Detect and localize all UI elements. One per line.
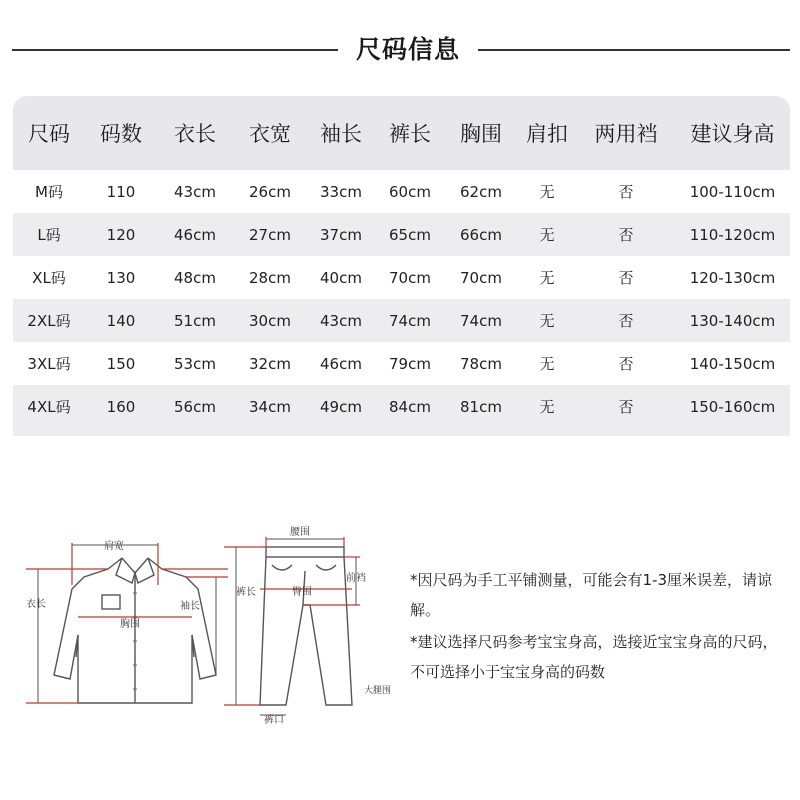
table-cell: 34cm (249, 397, 291, 416)
table-row (13, 342, 790, 385)
pants-dimension-arrows (236, 539, 356, 715)
table-cell: 74cm (460, 311, 502, 330)
table-cell: 62cm (460, 182, 502, 201)
table-cell: 26cm (249, 182, 291, 201)
label-shoulder: 肩宽 (104, 541, 124, 552)
table-cell: 无 (539, 312, 555, 330)
table-cell: 110-120cm (689, 225, 776, 244)
label-pants-length: 裤长 (236, 587, 256, 598)
label-hip: 臀围 (292, 587, 312, 598)
label-waist: 腰围 (290, 527, 310, 538)
table-cell: 130 (106, 268, 136, 287)
table-cell: 56cm (174, 397, 216, 416)
header-chest: 胸围 (460, 122, 502, 146)
table-cell: 120-130cm (689, 268, 776, 287)
table-cell: 37cm (320, 225, 362, 244)
table-cell: 66cm (460, 225, 502, 244)
table-cell: 60cm (389, 182, 431, 201)
header-pants-length: 裤长 (389, 122, 431, 146)
table-cell: 32cm (249, 354, 291, 373)
table-footer-bar (13, 428, 790, 436)
notes-block (410, 565, 790, 687)
table-cell: 无 (539, 183, 555, 201)
table-cell: 100-110cm (689, 182, 776, 201)
table-cell: 33cm (320, 182, 362, 201)
table-cell: 无 (539, 226, 555, 244)
table-cell: 46cm (174, 225, 216, 244)
table-cell: XL码 (32, 269, 66, 287)
table-cell: 140 (106, 311, 136, 330)
table-cell: 否 (618, 398, 634, 416)
header-size: 尺码 (28, 122, 70, 146)
table-cell: 43cm (320, 311, 362, 330)
table-cell: 否 (618, 312, 634, 330)
note-measurement-error: *因尺码为手工平铺测量，可能会有1-3厘米误差，请谅解。 (410, 571, 773, 619)
table-cell: 65cm (389, 225, 431, 244)
table-cell: 无 (539, 398, 555, 416)
table-row (13, 213, 790, 256)
table-cell: 53cm (174, 354, 216, 373)
size-table-body (13, 170, 790, 436)
table-cell: 无 (539, 269, 555, 287)
header-dual-crotch: 两用裆 (594, 122, 658, 146)
table-cell: 81cm (460, 397, 502, 416)
pants-illustration (260, 547, 352, 705)
label-rise: 前裆 (346, 573, 366, 584)
table-cell: 84cm (389, 397, 431, 416)
header-length: 衣长 (174, 122, 216, 146)
table-cell: 27cm (249, 225, 291, 244)
label-hem: 裤口 (264, 715, 284, 725)
table-cell: 46cm (320, 354, 362, 373)
section-title-row (0, 24, 800, 76)
table-cell: 70cm (389, 268, 431, 287)
header-height: 建议身高 (690, 122, 775, 146)
table-cell: L码 (37, 226, 61, 244)
shirt-illustration (54, 558, 216, 703)
table-cell: 120 (106, 225, 136, 244)
table-cell: 130-140cm (689, 311, 776, 330)
section-title: 尺码信息 (355, 35, 460, 64)
table-cell: 否 (618, 355, 634, 373)
table-cell: 79cm (389, 354, 431, 373)
table-cell: 74cm (389, 311, 431, 330)
title-divider-right (478, 49, 790, 51)
table-cell: 否 (618, 183, 634, 201)
table-cell: 70cm (460, 268, 502, 287)
header-sleeve: 袖长 (320, 122, 362, 146)
table-row (13, 299, 790, 342)
table-cell: 30cm (249, 311, 291, 330)
table-cell: 150-160cm (689, 397, 776, 416)
pants-measure-lines (224, 537, 360, 705)
table-cell: 140-150cm (689, 354, 776, 373)
label-thigh: 大腿围 (364, 686, 392, 696)
size-table-header (13, 96, 790, 170)
table-cell: 4XL码 (27, 398, 71, 416)
label-length: 衣长 (26, 599, 46, 610)
label-sleeve: 袖长 (180, 601, 200, 612)
size-table (13, 96, 790, 436)
table-cell: 3XL码 (27, 355, 71, 373)
table-cell: 28cm (249, 268, 291, 287)
table-cell: 48cm (174, 268, 216, 287)
header-shoulder-button: 肩扣 (526, 122, 568, 146)
table-cell: 150 (106, 354, 136, 373)
table-cell: 160 (106, 397, 136, 416)
header-code: 码数 (100, 122, 142, 146)
measurement-diagram (20, 525, 395, 725)
table-cell: 40cm (320, 268, 362, 287)
table-cell: 否 (618, 226, 634, 244)
table-cell: 78cm (460, 354, 502, 373)
table-cell: 否 (618, 269, 634, 287)
table-row (13, 256, 790, 299)
note-size-advice: *建议选择尺码参考宝宝身高，选接近宝宝身高的尺码，不可选择小于宝宝身高的码数 (410, 633, 778, 681)
table-cell: 无 (539, 355, 555, 373)
header-width: 衣宽 (249, 122, 291, 146)
table-row (13, 170, 790, 213)
table-cell: 51cm (174, 311, 216, 330)
table-cell: M码 (35, 183, 63, 201)
table-row (13, 385, 790, 428)
table-cell: 49cm (320, 397, 362, 416)
label-chest: 胸围 (120, 619, 140, 630)
title-divider-left (12, 49, 338, 51)
table-cell: 110 (106, 182, 136, 201)
table-cell: 2XL码 (27, 312, 71, 330)
table-cell: 43cm (174, 182, 216, 201)
